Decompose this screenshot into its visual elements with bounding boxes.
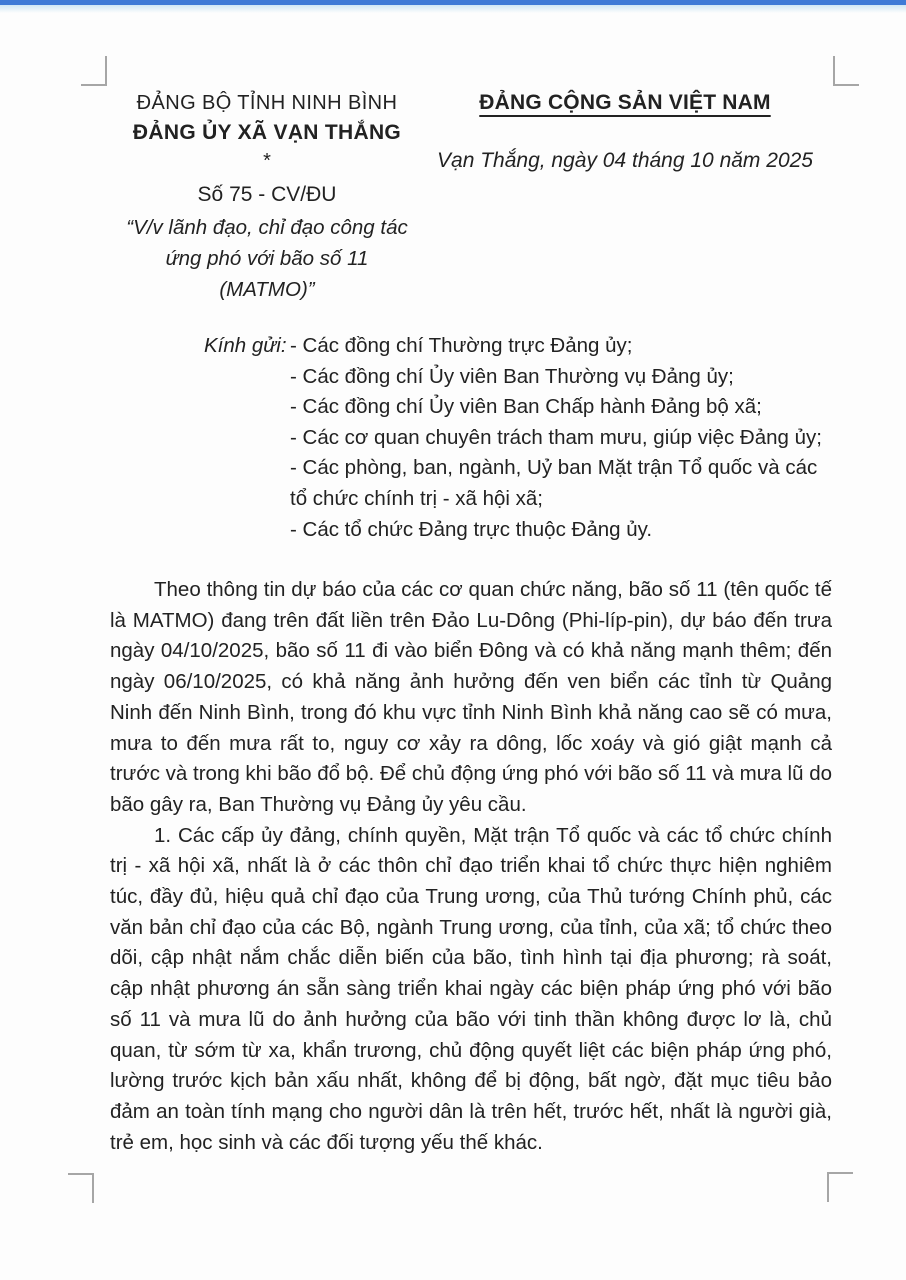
corner-mark-top-left bbox=[81, 56, 107, 86]
top-edge-strip-fade bbox=[0, 5, 906, 13]
national-header-block bbox=[420, 88, 830, 176]
recipient-item: - Các phòng, ban, ngành, Uỷ ban Mặt trận Tổ quốc và các tổ chức chính trị - xã hội xã; bbox=[290, 456, 818, 510]
doc-subject-line: (MATMO)” bbox=[219, 278, 315, 301]
org-name: ĐẢNG ỦY XÃ VẠN THẮNG bbox=[132, 121, 402, 144]
doc-number: Số 75 - CV/ĐU bbox=[197, 183, 337, 206]
corner-mark-bottom-left bbox=[68, 1173, 94, 1203]
party-name-heading: ĐẢNG CỘNG SẢN VIỆT NAM bbox=[479, 91, 771, 114]
recipient-item: - Các cơ quan chuyên trách tham mưu, giúp việc Đảng ủy; bbox=[290, 425, 822, 449]
place-dateline: Vạn Thắng, ngày 04 tháng 10 năm 2025 bbox=[437, 149, 813, 172]
body-paragraph: Theo thông tin dự báo của các cơ quan chức năng, bão số 11 (tên quốc tế là MATMO) đang trên đất liền trên Đảo Lu-Dông (Phi-líp-pin), dự báo đến trưa ngày 04/10/2025, bão số 11 đi vào biển Đông và có khả năng mạnh thêm; đến ngày 06/10/2025, có khả năng ảnh hưởng đến ven biển các tỉnh từ Quảng Ninh đến Ninh Bình, trong đó khu vực tỉnh Ninh Bình khả năng cao sẽ có mưa, mưa to đến mưa rất to, nguy cơ xảy ra dông, lốc xoáy và gió giật mạnh cả trước và trong khi bão đổ bộ. Để chủ động ứng phó với bão số 11 và mưa lũ do bão gây ra, Ban Thường vụ Đảng ủy yêu cầu. bbox=[110, 578, 832, 816]
recipient-item: - Các đồng chí Ủy viên Ban Chấp hành Đảng bộ xã; bbox=[290, 395, 762, 419]
corner-mark-top-right bbox=[833, 56, 859, 86]
doc-subject-line: ứng phó với bão số 11 bbox=[165, 247, 369, 270]
corner-mark-bottom-right bbox=[827, 1172, 853, 1202]
recipient-item: - Các đồng chí Thường trực Đảng ủy; bbox=[290, 334, 633, 357]
recipient-item: - Các tổ chức Đảng trực thuộc Đảng ủy. bbox=[290, 517, 653, 541]
issuing-authority-block bbox=[92, 88, 442, 305]
doc-subject bbox=[92, 212, 442, 305]
recipient-item: - Các đồng chí Ủy viên Ban Thường vụ Đảng ủy; bbox=[290, 364, 734, 388]
doc-subject-line: “V/v lãnh đạo, chỉ đạo công tác bbox=[126, 216, 408, 239]
recipients-label: Kính gửi: bbox=[204, 334, 287, 357]
recipients-block bbox=[204, 331, 832, 545]
star-separator: * bbox=[263, 150, 271, 172]
parent-org-name: ĐẢNG BỘ TỈNH NINH BÌNH bbox=[136, 92, 398, 114]
body-paragraph: 1. Các cấp ủy đảng, chính quyền, Mặt trận Tổ quốc và các tổ chức chính trị - xã hội xã, nhất là ở các thôn chỉ đạo triển khai tổ chức thực hiện nghiêm túc, đầy đủ, hiệu quả chỉ đạo của Trung ương, của Thủ tướng Chính phủ, các văn bản chỉ đạo của các Bộ, ngành Trung ương, của tỉnh, của xã; tổ chức theo dõi, cập nhật nắm chắc diễn biến của bão, tình hình tại địa phương; rà soát, cập nhật phương án sẵn sàng triển khai ngày các biện pháp ứng phó với bão số 11 và mưa lũ do ảnh hưởng của bão với tinh thần không được lơ là, chủ quan, từ sớm từ xa, khẩn trương, chủ động quyết liệt các biện pháp ứng phó, lường trước kịch bản xấu nhất, không để bị động, bất ngờ, đặt mục tiêu bảo đảm an toàn tính mạng cho người dân là trên hết, trước hết, nhất là người già, trẻ em, học sinh và các đối tượng yếu thế khác. bbox=[110, 823, 832, 1154]
document-body bbox=[110, 575, 832, 1158]
